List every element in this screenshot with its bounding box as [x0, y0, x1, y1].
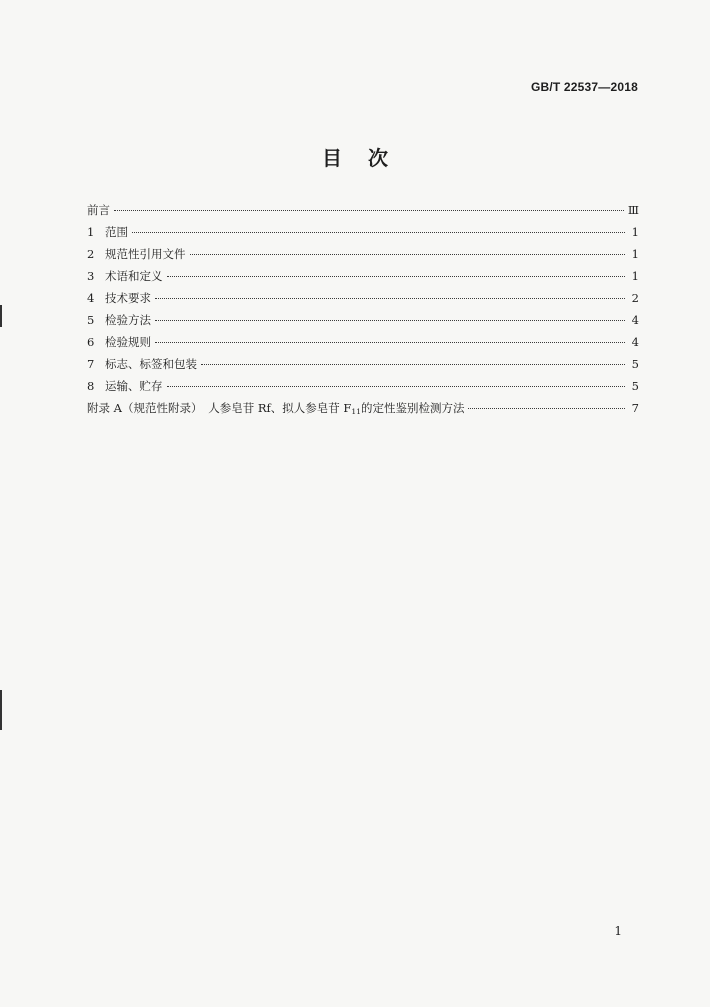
dot-leader [201, 364, 625, 365]
toc-entry-number: 3 [87, 269, 95, 283]
toc-entry-page: 1 [631, 225, 639, 239]
scan-edge-mark [0, 690, 2, 730]
toc-entry-page: 5 [631, 357, 639, 371]
appendix-label-text: 附录 A（规范性附录） 人参皂苷 Rf、拟人参皂苷 F [87, 401, 352, 415]
toc-entry-7[interactable] [87, 353, 639, 375]
dot-leader [468, 408, 625, 409]
toc-entry-number: 8 [87, 379, 95, 393]
toc-entry-page: 1 [631, 247, 639, 261]
toc-entry-label: 检验方法 [105, 313, 151, 327]
toc-entry-8[interactable] [87, 375, 639, 397]
toc-entry-page: 1 [631, 269, 639, 283]
toc-entry-page: 7 [631, 401, 639, 415]
toc-entry-number: 7 [87, 357, 95, 371]
dot-leader [155, 298, 625, 299]
toc-entry-label: 运输、贮存 [105, 379, 163, 393]
toc-entry-label [87, 397, 464, 423]
page-number: 1 [614, 924, 622, 938]
toc-entry-number: 2 [87, 247, 95, 261]
toc-entry-label: 标志、标签和包装 [105, 357, 197, 371]
toc-entry-page: Ⅲ [627, 203, 639, 217]
dot-leader [155, 342, 625, 343]
page-title: 目次 [322, 146, 414, 170]
standard-number: GB/T 22537—2018 [530, 80, 638, 94]
toc-entry-label: 范围 [105, 225, 128, 239]
toc-entry-6[interactable] [87, 331, 639, 353]
scan-edge-mark [0, 305, 2, 327]
appendix-subscript: 11 [351, 407, 361, 416]
toc-entry-number: 1 [87, 225, 95, 239]
toc-entry-number: 6 [87, 335, 95, 349]
dot-leader [167, 386, 626, 387]
toc-entry-label: 检验规则 [105, 335, 151, 349]
dot-leader [114, 210, 624, 211]
toc-entry-label: 术语和定义 [105, 269, 163, 283]
toc-entry-page: 2 [631, 291, 639, 305]
dot-leader [190, 254, 626, 255]
toc-entry-foreword[interactable] [87, 199, 639, 221]
dot-leader [155, 320, 625, 321]
toc-entry-number: 5 [87, 313, 95, 327]
dot-leader [167, 276, 626, 277]
toc-entry-appendix-a[interactable] [87, 397, 639, 419]
toc-entry-page: 5 [631, 379, 639, 393]
toc-entry-2[interactable] [87, 243, 639, 265]
toc-entry-3[interactable] [87, 265, 639, 287]
toc-entry-number: 4 [87, 291, 95, 305]
toc-entry-page: 4 [631, 313, 639, 327]
toc-entry-label: 技术要求 [105, 291, 151, 305]
table-of-contents [87, 199, 639, 419]
appendix-label-tail: 的定性鉴别检测方法 [360, 401, 465, 415]
dot-leader [132, 232, 625, 233]
toc-entry-page: 4 [631, 335, 639, 349]
toc-entry-4[interactable] [87, 287, 639, 309]
toc-entry-label: 前言 [87, 203, 110, 217]
toc-entry-5[interactable] [87, 309, 639, 331]
toc-entry-label: 规范性引用文件 [105, 247, 186, 261]
toc-entry-1[interactable] [87, 221, 639, 243]
